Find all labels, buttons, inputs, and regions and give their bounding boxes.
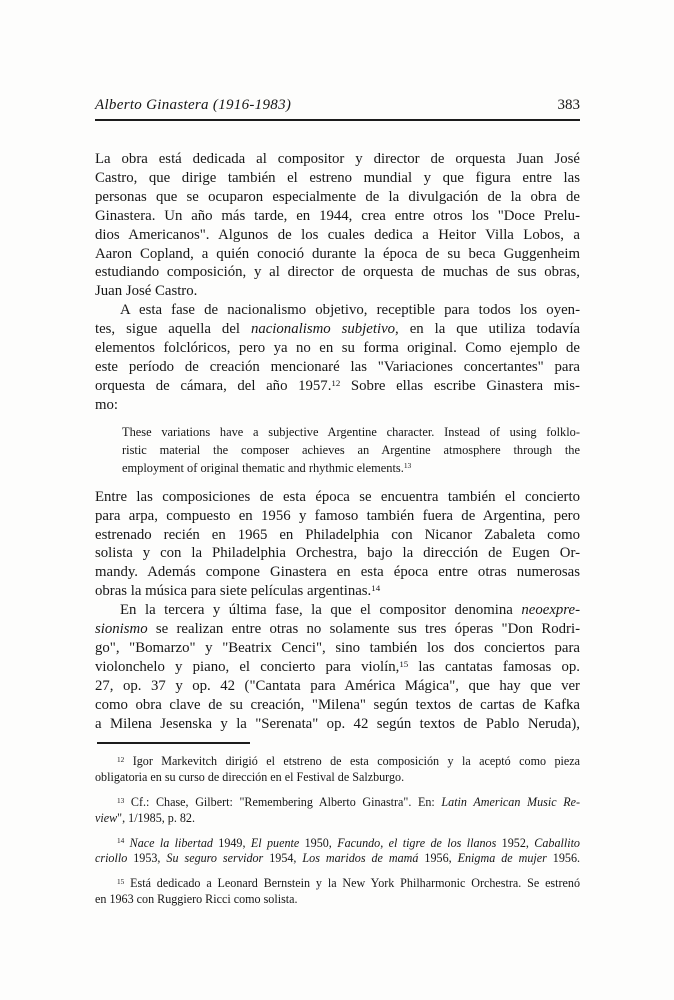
footnote-marker: 15 xyxy=(117,877,125,886)
text-run: este período de creación mencionaré las "Variaciones concertantes" para xyxy=(95,358,580,375)
text-run: A esta fase de nacionalismo objetivo, receptible para todos los oyen- xyxy=(120,302,580,319)
text-line xyxy=(95,207,580,226)
footnote xyxy=(95,795,580,827)
page-header xyxy=(95,97,580,121)
page-number: 383 xyxy=(557,97,580,113)
text-run: sionismo xyxy=(95,621,148,638)
text-run: Enigma de mujer xyxy=(457,851,547,866)
text-line xyxy=(95,601,580,620)
text-run: Cf.: Chase, Gilbert: "Remembering Alberto Ginastra". En: xyxy=(124,795,442,810)
text-run: mandy. Además compone Ginastera en esta época entre otras numerosas xyxy=(95,564,580,581)
footnote xyxy=(95,836,580,868)
text-line xyxy=(95,582,580,601)
text-line xyxy=(95,320,580,339)
text-line xyxy=(95,715,580,734)
running-title: Alberto Ginastera (1916-1983) xyxy=(95,97,292,113)
text-line xyxy=(95,396,580,415)
text-line xyxy=(95,836,580,852)
text-run: ristic material the composer achieves an Argentine atmosphere through the xyxy=(122,442,580,457)
text-run: Aaron Copland, a quién conoció durante la época de su beca Guggenheim xyxy=(95,245,580,262)
text-run: Castro, que dirige también el estreno mundial y que figura entre las xyxy=(95,169,580,186)
footnotes-section xyxy=(95,754,580,907)
footnote-marker: 13 xyxy=(117,796,125,805)
text-run: obligatoria en su curso de dirección en el Festival de Salzburgo. xyxy=(95,770,405,785)
text-run: 1956, xyxy=(418,851,458,866)
text-run: Está dedicado a Leonard Bernstein y la New York Philharmonic Orchestra. Se estrenó xyxy=(124,876,580,891)
text-run: dios Americanos". Algunos de los cuales dedica a Heitor Villa Lobos, a xyxy=(95,226,580,243)
text-line xyxy=(122,441,580,459)
text-run: 1949, xyxy=(212,835,251,850)
text-run: a Milena Jesenska y la "Serenata" op. 42 según textos de Pablo Neruda), xyxy=(95,715,580,732)
text-line xyxy=(95,263,580,282)
footnote-marker: 14 xyxy=(117,837,125,846)
text-run: neoexpre- xyxy=(521,602,580,619)
text-line xyxy=(95,770,580,786)
text-line xyxy=(95,526,580,545)
text-line xyxy=(95,544,580,563)
text-run: 1950, xyxy=(299,835,338,850)
footnote xyxy=(95,754,580,786)
footnote-marker: 13 xyxy=(403,461,412,471)
text-line xyxy=(95,169,580,188)
text-run: obras la música para siete películas argentinas. xyxy=(95,583,372,600)
text-run: 27, op. 37 y op. 42 ("Cantata para América Mágica", que hay que ver xyxy=(95,677,580,694)
text-run: go", "Bomarzo" y "Beatrix Cenci", sino también los dos conciertos para xyxy=(95,639,580,656)
text-run: view xyxy=(95,810,118,825)
text-run: Sobre ellas escribe Ginastera mis- xyxy=(340,377,580,394)
text-line xyxy=(95,358,580,377)
text-line xyxy=(95,488,580,507)
text-run: como obra clave de su creación, "Milena" según textos de cartas de Kafka xyxy=(95,696,580,713)
text-line xyxy=(95,282,580,301)
text-line xyxy=(95,301,580,320)
footnote xyxy=(95,876,580,908)
text-line xyxy=(95,795,580,811)
text-run: estrenado recién en 1965 en Philadelphia con Nicanor Zabaleta como xyxy=(95,526,580,543)
text-line xyxy=(95,658,580,677)
text-run: solista y con la Philadelphia Orchestra, bajo la dirección de Eugen Or- xyxy=(95,545,580,562)
footnote-marker: 12 xyxy=(331,377,341,388)
text-run: para arpa, compuesto en 1956 y famoso también fuera de Argentina, pero xyxy=(95,507,580,524)
footnote-separator xyxy=(97,742,250,744)
text-run: Igor Markevitch dirigió el etstreno de esta composición y la aceptó como pieza xyxy=(124,754,580,769)
text-run: elementos folclóricos, pero ya no en su forma original. Como ejemplo de xyxy=(95,340,580,357)
text-run: personas que se ocuparon especialmente de la divulgación de la obra de xyxy=(95,188,580,205)
text-run: Nace la libertad xyxy=(129,835,213,850)
block-quote xyxy=(122,423,580,477)
text-run: las cantatas famosas op. xyxy=(408,658,580,675)
text-run: El puente xyxy=(250,835,300,850)
text-line xyxy=(95,339,580,358)
text-line xyxy=(95,245,580,264)
text-line xyxy=(95,754,580,770)
text-line xyxy=(95,620,580,639)
text-run: 1953, xyxy=(127,851,167,866)
text-line xyxy=(95,892,580,908)
text-run: criollo xyxy=(95,851,128,866)
text-run: La obra está dedicada al compositor y director de orquesta Juan José xyxy=(95,151,580,167)
text-run: estudiando composición, y al director de orquesta de muchas de sus obras, xyxy=(95,264,580,281)
text-run: tes, sigue aquella del xyxy=(95,321,251,338)
text-line xyxy=(95,677,580,696)
paragraph xyxy=(95,301,580,414)
text-run: Juan José Castro. xyxy=(95,283,198,300)
text-run: orquesta de cámara, del año 1957. xyxy=(95,377,332,394)
text-line xyxy=(95,188,580,207)
text-run: se realizan entre otras no solamente sus tres óperas "Don Rodri- xyxy=(147,621,580,638)
text-run: Los maridos de mamá xyxy=(302,851,419,866)
text-run: Ginastera. Un año más tarde, en 1944, crea entre otros los "Doce Prelu- xyxy=(95,207,580,224)
body-text xyxy=(95,150,580,733)
text-run: en 1963 con Ruggiero Ricci como solista. xyxy=(95,892,298,907)
footnote-marker: 12 xyxy=(117,756,125,765)
text-run: employment of original thematic and rhythmic elements. xyxy=(122,460,404,475)
text-line xyxy=(95,851,580,867)
text-run: Latin American Music Re- xyxy=(441,795,580,810)
text-run: Entre las composiciones de esta época se encuentra también el concierto xyxy=(95,488,580,505)
text-run: nacionalismo subjetivo xyxy=(250,321,396,338)
page-content xyxy=(95,97,580,917)
text-line xyxy=(95,226,580,245)
text-line xyxy=(95,563,580,582)
paragraph xyxy=(95,488,580,601)
text-run: Caballito xyxy=(534,835,580,850)
text-line xyxy=(95,876,580,892)
text-run: Su seguro servidor xyxy=(166,851,264,866)
text-line xyxy=(122,423,580,441)
text-line xyxy=(95,377,580,396)
text-line xyxy=(95,696,580,715)
text-line xyxy=(122,459,580,477)
text-run: ", 1/1985, p. 82. xyxy=(117,810,196,825)
text-run: mo: xyxy=(95,396,119,413)
text-run: violonchelo y piano, el concierto para violín, xyxy=(95,658,400,675)
text-line xyxy=(95,150,580,169)
text-run: 1954, xyxy=(263,851,303,866)
text-run: En la tercera y última fase, la que el compositor denomina xyxy=(120,602,522,619)
text-line xyxy=(95,639,580,658)
text-line xyxy=(95,507,580,526)
paragraph xyxy=(95,150,580,301)
text-run: 1952, xyxy=(496,835,535,850)
text-run: , en la que utiliza todavía xyxy=(395,321,580,338)
footnote-marker: 14 xyxy=(371,583,381,594)
text-run: These variations have a subjective Argentine character. Instead of using folklo- xyxy=(122,424,580,439)
paragraph xyxy=(95,601,580,733)
footnote-marker: 15 xyxy=(399,658,409,669)
text-run: Facundo, el tigre de los llanos xyxy=(337,835,497,850)
text-line xyxy=(95,811,580,827)
text-run: 1956. xyxy=(546,851,581,866)
